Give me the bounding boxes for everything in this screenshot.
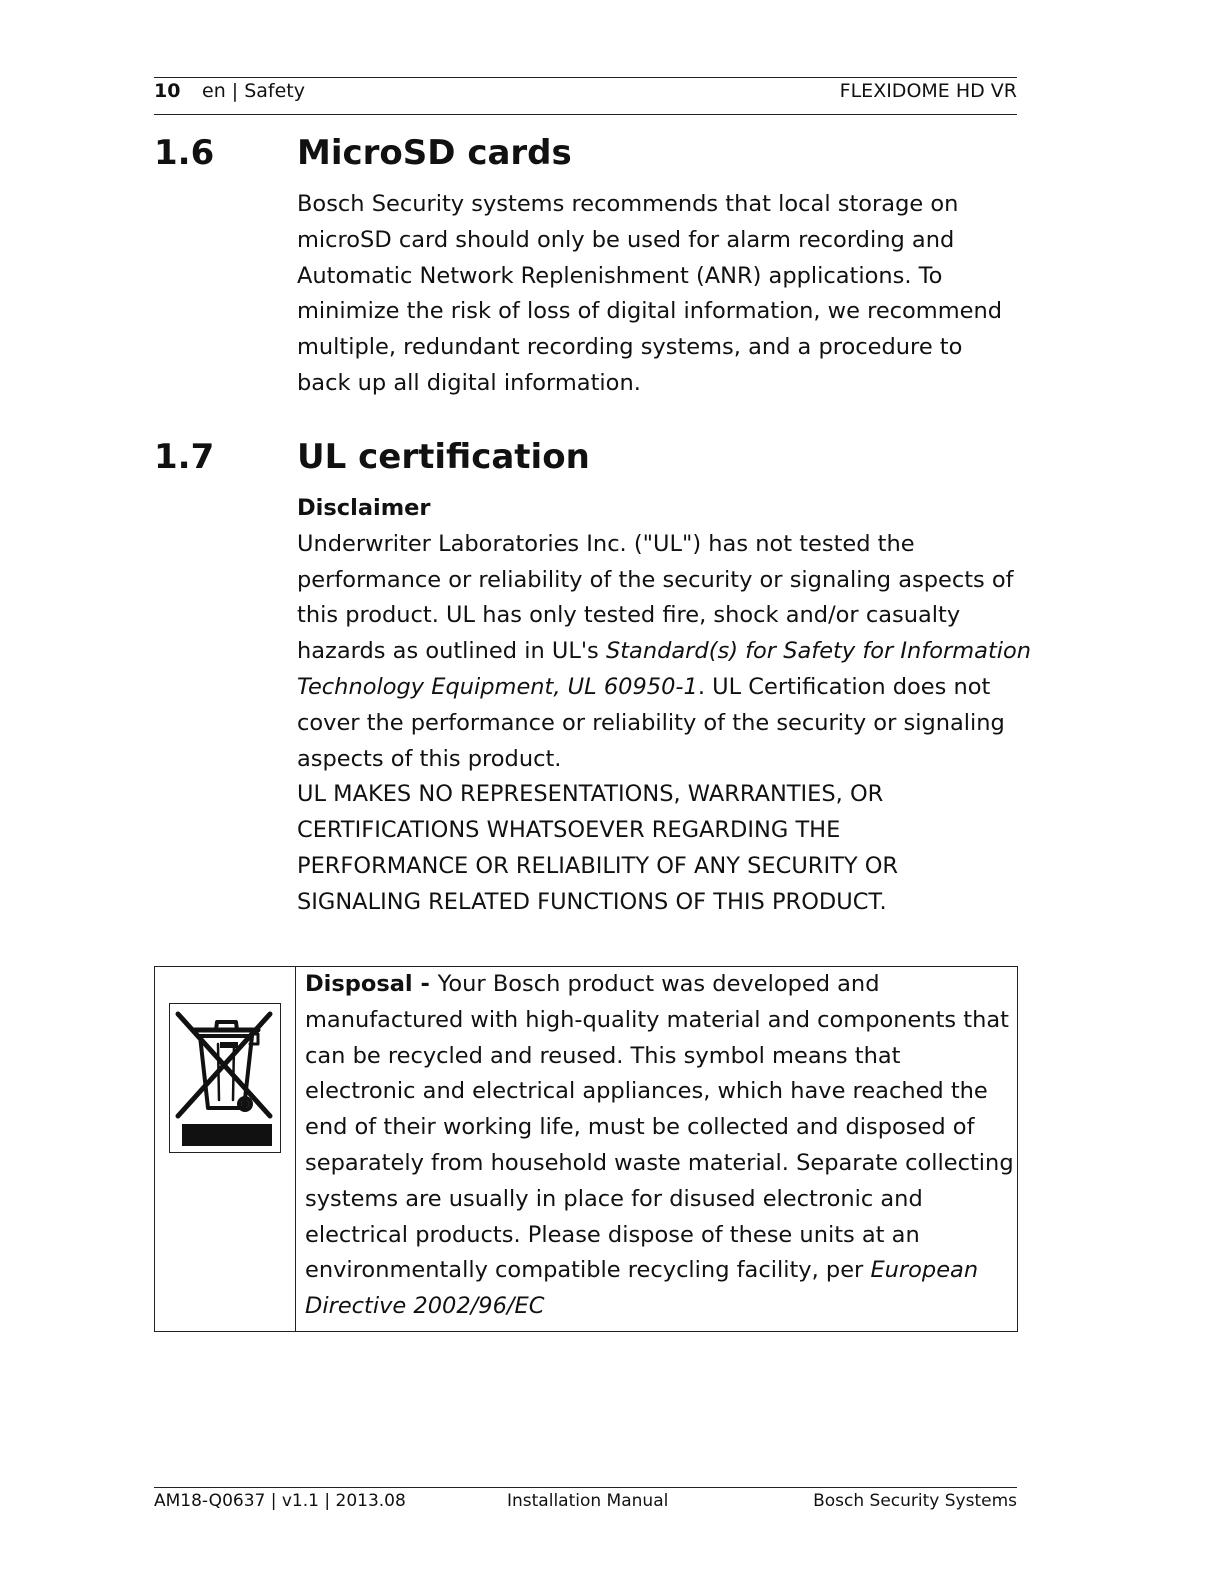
body-line: end of their working life, must be collected and disposed of — [305, 1114, 975, 1141]
section-name: en | Safety — [202, 80, 305, 102]
body-line: Automatic Network Replenishment (ANR) applications. To — [297, 262, 943, 289]
body-line: Bosch Security systems recommends that local storage on — [297, 191, 959, 217]
body-line — [305, 1253, 1014, 1289]
body-line: can be recycled and reused. This symbol means that — [305, 1042, 901, 1069]
section-body — [297, 187, 1017, 402]
body-line — [305, 967, 1014, 1003]
body-line: systems are usually in place for disused electronic and — [305, 1185, 923, 1212]
body-line: microSD card should only be used for alarm recording and — [297, 226, 955, 253]
directive-italic: Directive 2002/96/EC — [305, 1293, 545, 1320]
subheading: Disclaimer — [297, 495, 431, 521]
body-line: multiple, redundant recording systems, and a procedure to — [297, 334, 963, 361]
directive-italic: European — [870, 1257, 979, 1284]
body-text-run: Your Bosch product was developed and — [437, 971, 880, 997]
page-footer — [154, 1487, 1017, 1518]
body-text-run: . UL Certification does not — [697, 673, 991, 700]
standard-title-italic: Technology Equipment, UL 60950-1 — [297, 673, 698, 700]
document-type: Installation Manual — [507, 1491, 669, 1511]
section-number: 1.7 — [154, 437, 215, 477]
section-number: 1.6 — [154, 133, 215, 173]
body-line: separately from household waste material. Separate collecting — [305, 1149, 1014, 1176]
body-line — [297, 670, 1017, 706]
product-name: FLEXIDOME HD VR — [839, 80, 1017, 102]
section-body — [297, 491, 1032, 921]
weee-icon-frame — [169, 1003, 281, 1153]
section-title: MicroSD cards — [297, 133, 572, 173]
body-line — [297, 634, 1032, 670]
body-line — [305, 1289, 1014, 1325]
body-text-run: hazards as outlined in UL's — [297, 638, 606, 665]
body-line: performance or reliability of the security or signaling aspects of — [297, 566, 1014, 593]
body-line: cover the performance or reliability of the security or signaling — [297, 709, 1005, 736]
body-line: SIGNALING RELATED FUNCTIONS OF THIS PRODUCT. — [297, 888, 887, 915]
company-name: Bosch Security Systems — [813, 1491, 1017, 1511]
page-number: 10 — [154, 80, 181, 102]
body-line: minimize the risk of loss of digital information, we recommend — [297, 298, 1003, 325]
document-id: AM18-Q0637 | v1.1 | 2013.08 — [154, 1491, 406, 1511]
disposal-text — [305, 967, 1014, 1325]
body-line: manufactured with high-quality material and components that — [305, 1006, 1010, 1033]
body-line: UL MAKES NO REPRESENTATIONS, WARRANTIES, OR — [297, 781, 884, 808]
disposal-notice-box — [154, 966, 1018, 1332]
section-title: UL certification — [297, 437, 590, 477]
standard-title-italic: Standard(s) for Safety for Information — [605, 638, 1032, 665]
body-line: PERFORMANCE OR RELIABILITY OF ANY SECURITY OR — [297, 852, 899, 879]
body-line: electronic and electrical appliances, which have reached the — [305, 1078, 988, 1105]
body-line: CERTIFICATIONS WHATSOEVER REGARDING THE — [297, 817, 841, 844]
body-text-run: environmentally compatible recycling facility, per — [305, 1257, 871, 1284]
disposal-label: Disposal - — [305, 971, 438, 997]
body-line: Underwriter Laboratories Inc. ("UL") has not tested the — [297, 530, 915, 557]
body-line: electrical products. Please dispose of these units at an — [305, 1221, 920, 1248]
box-divider — [295, 967, 296, 1331]
body-line: back up all digital information. — [297, 369, 641, 396]
body-line: aspects of this product. — [297, 745, 562, 772]
body-line: this product. UL has only tested fire, shock and/or casualty — [297, 602, 961, 629]
page-header — [154, 77, 1017, 115]
weee-crossed-bin-icon — [170, 1004, 280, 1152]
